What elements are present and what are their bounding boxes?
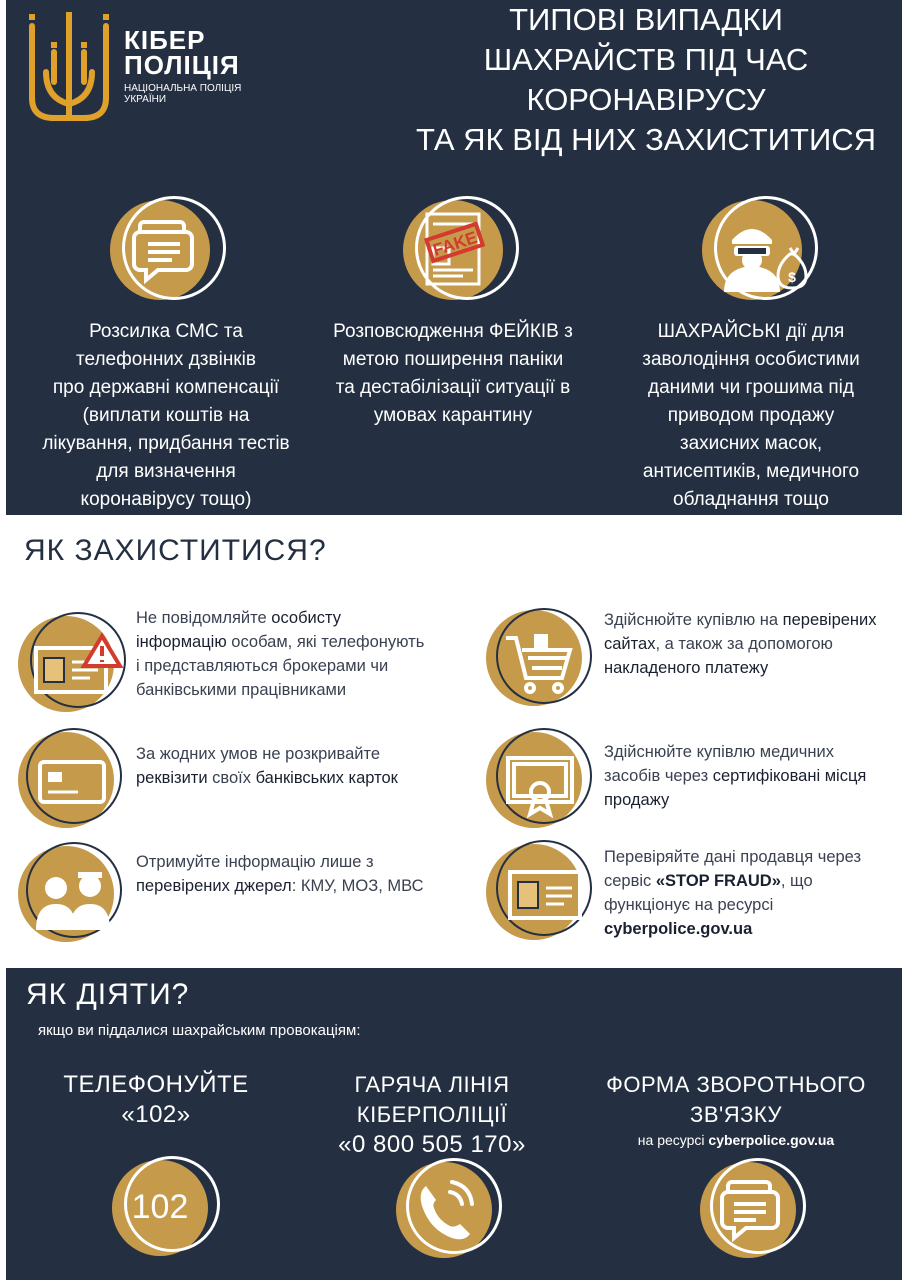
title-line-4: ТА ЯК ВІД НИХ ЗАХИСТИТИСЯ <box>415 122 877 157</box>
case-3-line-5: захисних масок, <box>679 433 823 454</box>
tip-4-part-1: Здійснюйте купівлю медичних засобів через <box>604 743 834 785</box>
case-1-line-3: про державні компенсації <box>52 377 280 398</box>
svg-text:$: $ <box>788 269 796 285</box>
shopping-cart-icon <box>486 610 596 710</box>
case-1-line-4: (виплати коштів на <box>82 405 250 426</box>
chat-bubbles-icon <box>700 1162 796 1258</box>
tip-1-part-3: особам, які телефонують і представляються брокерами чи банківськими працівниками <box>136 633 425 699</box>
tip-5-part-3: : КМУ, МОЗ, МВС <box>291 877 424 895</box>
bank-card-icon <box>18 732 128 832</box>
act-circle-102 <box>112 1160 208 1256</box>
tip-3-part-4: банківських карток <box>255 769 398 787</box>
act-2-line-2: «0 800 505 170» <box>338 1131 526 1158</box>
tip-text-2 <box>604 608 884 680</box>
act-102-label: 102 <box>131 1188 189 1226</box>
act-1-line-1: ТЕЛЕФОНУЙТЕ <box>63 1071 249 1098</box>
case-1-line-6: для визначення <box>96 461 236 482</box>
tip-text-3 <box>136 742 426 790</box>
tip-3-part-2: реквізити <box>136 769 208 787</box>
tip-icon-1 <box>18 612 128 712</box>
tip-icon-2 <box>486 610 596 710</box>
case-text-2 <box>308 318 598 430</box>
tip-text-4 <box>604 740 884 812</box>
logo-subtitle-line1: НАЦІОНАЛЬНА ПОЛІЦІЯ <box>124 83 242 94</box>
case-icon-circle-3 <box>702 200 802 300</box>
case-3-line-6: антисептиків, медичного <box>642 461 860 482</box>
tip-1-part-2: особисту інформацію <box>136 609 341 651</box>
act-section <box>6 968 902 1280</box>
act-1-line-2: «102» <box>121 1101 191 1128</box>
act-3-resource <box>596 1130 876 1150</box>
case-icon-circle-2 <box>403 200 503 300</box>
act-3-resource-prefix: на ресурсі <box>637 1132 709 1148</box>
tip-2-part-4: накладеного платежу <box>604 659 769 677</box>
tip-icon-3 <box>18 732 128 832</box>
title-line-3: КОРОНАВІРУСУ <box>526 82 766 117</box>
act-item-phone-102 <box>46 1070 266 1130</box>
tip-2-part-2: перевірених сайтах <box>604 611 877 653</box>
page-title <box>386 0 906 160</box>
tip-1-part-1: Не повідомляйте <box>136 609 272 627</box>
protect-heading: ЯК ЗАХИСТИТИСЯ? <box>24 534 327 567</box>
tip-text-5 <box>136 850 426 898</box>
tip-6-part-1: Перевіряйте дані продавця через сервіс <box>604 848 862 890</box>
case-1-line-2: телефонних дзвінків <box>76 349 256 370</box>
case-text-1 <box>20 318 312 514</box>
case-2-line-4: умовах карантину <box>373 405 533 426</box>
case-3-line-4: приводом продажу <box>667 405 835 426</box>
tip-3-part-1: За жодних умов не розкривайте <box>136 745 381 763</box>
tip-6-part-3: , що функціонує на ресурсі <box>604 872 813 914</box>
title-line-2: ШАХРАЙСТВ ПІД ЧАС <box>483 42 809 77</box>
case-1-line-5: лікування, придбання тестів <box>42 433 290 454</box>
thief-money-bag-icon <box>702 200 822 300</box>
act-3-resource-link[interactable]: cyberpolice.gov.ua <box>708 1132 835 1148</box>
svg-text:FAKE: FAKE <box>430 227 480 260</box>
act-item-hotline <box>282 1070 582 1160</box>
tip-icon-5 <box>18 842 128 942</box>
case-3-line-7: обладнання тощо <box>673 489 829 510</box>
title-line-1: ТИПОВІ ВИПАДКИ <box>509 2 783 37</box>
act-heading: ЯК ДІЯТИ? <box>26 978 190 1011</box>
tip-3-part-3: своїх <box>207 769 256 787</box>
certificate-icon <box>486 730 596 830</box>
act-3-line-2: ЗВ'ЯЗКУ <box>690 1102 782 1127</box>
tip-icon-4 <box>486 730 596 830</box>
case-icon-circle-1 <box>110 200 210 300</box>
case-2-line-2: метою поширення паніки <box>342 349 564 370</box>
tip-text-1 <box>136 606 426 702</box>
logo-text-kiber: КІБЕР <box>124 25 206 55</box>
phone-icon <box>396 1162 492 1258</box>
tip-2-part-3: , а також за допомогою <box>655 635 833 653</box>
trident-logo-icon <box>24 12 114 128</box>
officials-icon <box>18 842 128 942</box>
tip-6-part-4: cyberpolice.gov.ua <box>604 920 753 938</box>
chat-bubbles-icon <box>110 200 210 300</box>
case-1-line-1: Розсилка СМС та <box>89 321 243 342</box>
fake-news-icon <box>403 200 503 300</box>
tip-6-part-2: «STOP FRAUD» <box>655 872 781 890</box>
act-circle-hotline <box>396 1162 492 1258</box>
case-3-line-1: ШАХРАЙСЬКІ дії для <box>657 321 845 342</box>
case-2-line-3: та дестабілізації ситуації в <box>335 377 571 398</box>
tip-5-part-1: Отримуйте інформацію лише з <box>136 853 374 871</box>
act-subheading: якщо ви піддалися шахрайським провокаціям: <box>38 1022 361 1039</box>
act-item-feedback-form <box>596 1070 876 1150</box>
tip-5-part-2: перевірених джерел <box>136 877 292 895</box>
case-text-3 <box>606 318 896 514</box>
case-1-line-7: коронавірусу тощо) <box>80 489 252 510</box>
top-section <box>6 0 902 515</box>
id-card-icon <box>486 840 596 940</box>
case-3-line-2: заволодіння особистими <box>642 349 860 370</box>
act-circle-feedback <box>700 1162 796 1258</box>
logo-text-politsiia: ПОЛІЦІЯ <box>124 50 240 80</box>
tip-2-part-1: Здійснюйте купівлю на <box>604 611 783 629</box>
logo-subtitle-line2: УКРАЇНИ <box>124 94 167 105</box>
case-3-line-3: даними чи грошима під <box>648 377 854 398</box>
act-3-line-1: ФОРМА ЗВОРОТНЬОГО <box>606 1072 866 1097</box>
logo-subtitle <box>124 83 294 105</box>
tip-text-6 <box>604 845 884 941</box>
tip-icon-6 <box>486 840 596 940</box>
id-card-warning-icon <box>18 612 128 712</box>
act-2-line-1: ГАРЯЧА ЛІНІЯ КІБЕРПОЛІЦІЇ <box>354 1072 510 1127</box>
case-2-line-1: Розповсюдження ФЕЙКІВ з <box>333 321 573 342</box>
tip-4-part-2: сертифіковані місця продажу <box>604 767 867 809</box>
